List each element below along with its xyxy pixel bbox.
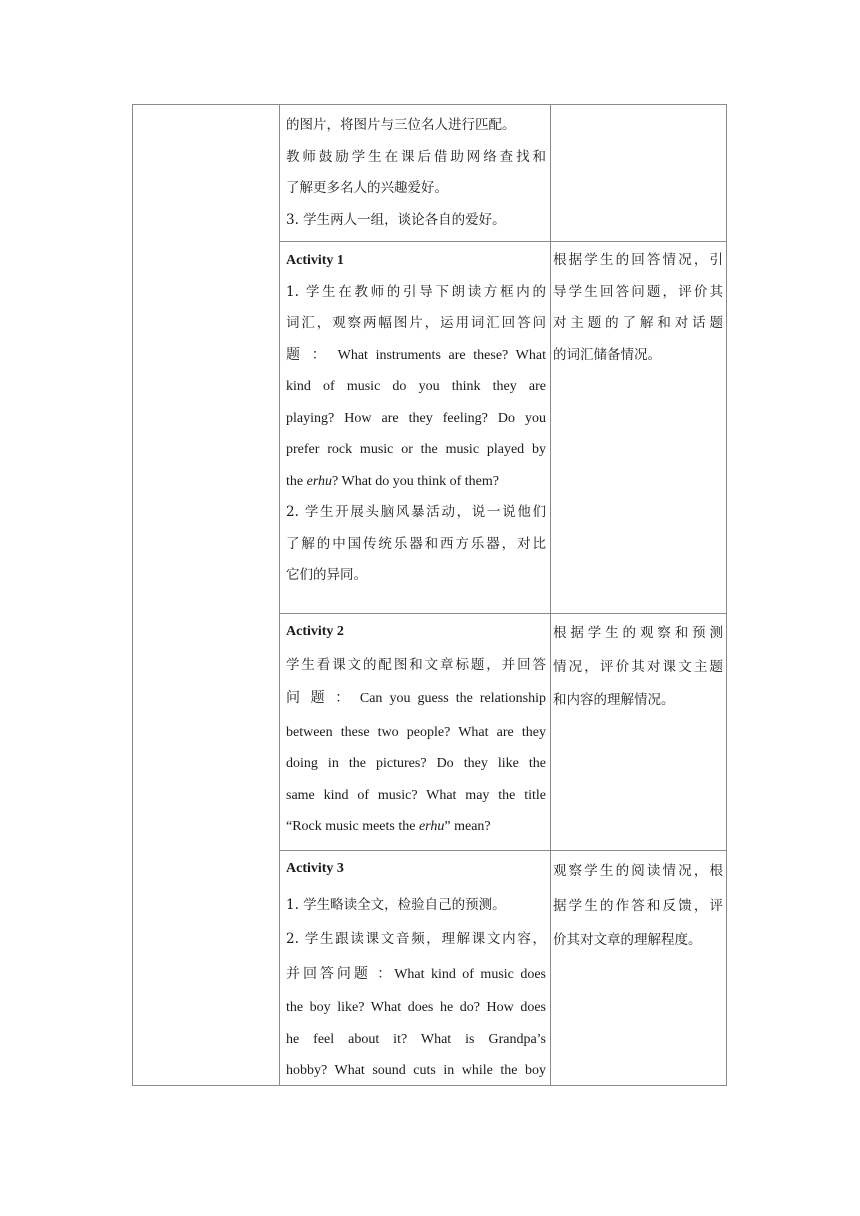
row-divider-1 [279, 241, 726, 242]
text-line: 词汇，观察两幅图片，运用词汇回答问 [286, 315, 546, 331]
text-line: 根据学生的回答情况，引 [553, 252, 723, 268]
column-divider-2 [550, 105, 551, 1085]
text-line: 据学生的作答和反馈，评 [553, 897, 723, 914]
row1-right-cell [553, 245, 723, 371]
text-line: 观察学生的阅读情况，根 [553, 863, 723, 879]
text-line: 2. 学生跟读课文音频，理解课文内容， [286, 931, 546, 947]
text-line: 2. 学生开展头脑风暴活动，说一说他们 [286, 504, 546, 520]
text-line: 了解的中国传统乐器和西方乐器，对比 [286, 535, 546, 552]
row2-middle-cell [286, 616, 546, 843]
row3-middle-cell [286, 853, 546, 1087]
text-line: playing? How are they feeling? Do you [286, 410, 546, 426]
text-line: 并回答问题 ：What kind of music does [286, 966, 546, 982]
row1-middle-cell [286, 245, 546, 592]
text-line: 和内容的理解情况。 [553, 692, 675, 708]
row3-right-cell [553, 853, 723, 957]
text-line: prefer rock music or the music played by [286, 442, 546, 457]
text-line: he feel about it? What is Grandpa’s [286, 1031, 546, 1047]
text-line: 情况，评价其对课文主题 [553, 658, 723, 675]
text-line: 3. 学生两人一组，谈论各自的爱好。 [286, 211, 506, 228]
activity-heading: Activity 1 [286, 253, 344, 268]
text-line: 导学生回答问题，评价其 [553, 283, 723, 300]
text-line: 对主题的了解和对话题 [553, 315, 723, 331]
text-line: between these two people? What are they [286, 724, 546, 740]
lesson-plan-table [132, 104, 727, 1086]
text-line: 它们的异同。 [286, 567, 367, 583]
text-line: 了解更多名人的兴趣爱好。 [286, 180, 448, 196]
text-line: doing in the pictures? Do they like the [286, 756, 546, 771]
text-line: 1. 学生在教师的引导下朗读方框内的 [286, 283, 546, 300]
activity-heading: Activity 3 [286, 861, 344, 876]
row0-middle-cell [286, 110, 546, 236]
text-line: same kind of music? What may the title [286, 787, 546, 803]
row-divider-3 [279, 850, 726, 851]
text-line: 的图片，将图片与三位名人进行匹配。 [286, 117, 516, 133]
text-line: 价其对文章的理解程度。 [553, 932, 702, 948]
text-line: 教师鼓励学生在课后借助网络查找和 [286, 148, 546, 165]
text-line-title: “Rock music meets the erhu” mean? [286, 819, 491, 834]
text-line: 根据学生的观察和预测 [553, 625, 723, 641]
activity-heading: Activity 2 [286, 624, 344, 639]
text-line: kind of music do you think they are [286, 379, 546, 394]
row-divider-2 [279, 613, 726, 614]
text-line: 学生看课文的配图和文章标题，并回答 [286, 656, 546, 673]
row2-right-cell [553, 616, 723, 717]
text-line: hobby? What sound cuts in while the boy [286, 1063, 546, 1078]
text-line: 问 题 ： Can you guess the relationship [286, 691, 546, 706]
column-divider-1 [279, 105, 280, 1085]
text-line: 1. 学生略读全文，检验自己的预测。 [286, 896, 506, 913]
text-line-erhu: the erhu? What do you think of them? [286, 473, 499, 489]
text-line: 题 ： What instruments are these? What [286, 347, 546, 363]
text-line: 的词汇储备情况。 [553, 346, 661, 363]
text-line: the boy like? What does he do? How does [286, 1000, 546, 1015]
